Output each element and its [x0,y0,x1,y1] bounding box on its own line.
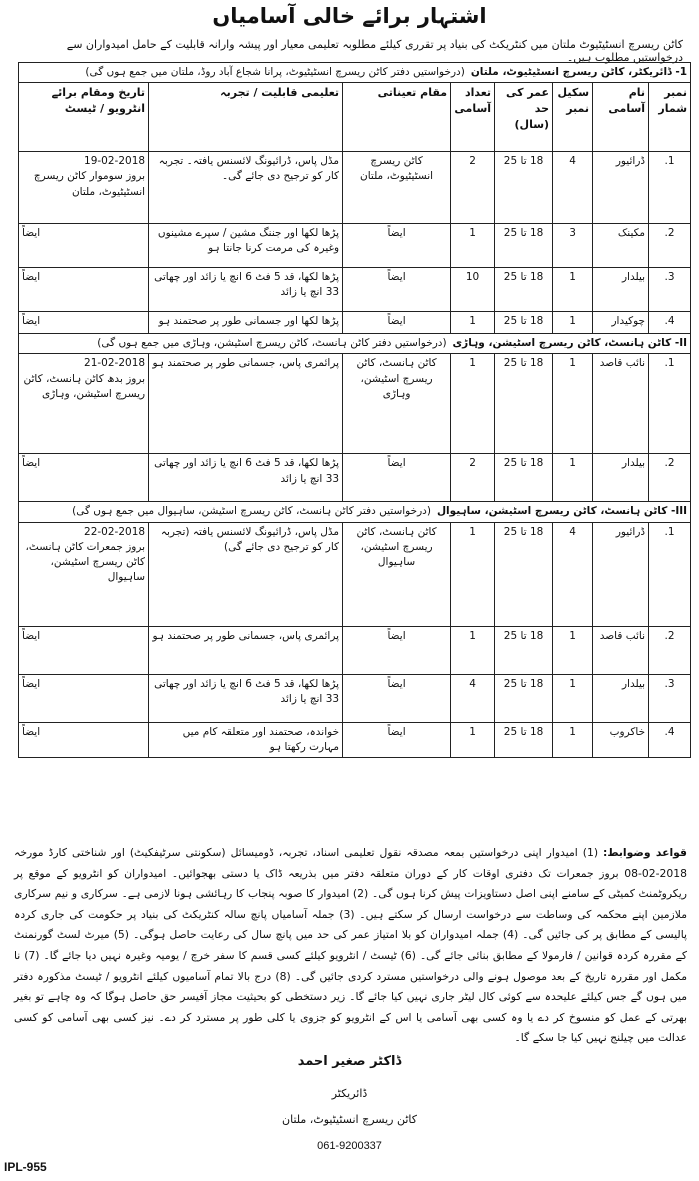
table-row [19,454,691,502]
cell-sr: 4. [649,312,691,334]
cell-date [19,312,149,334]
header-qual: تعلیمی قابلیت / تجربہ [149,83,343,152]
interview-place: ایضاً [22,677,41,690]
cell-sr: 2. [649,626,691,674]
rules-heading: قواعد وضوابط: [603,846,687,859]
interview-date: 19-02-2018 [84,155,146,168]
interview-place: ایضاً [22,457,41,470]
section-note: (درخواستیں دفتر کاٹن ریسرچ انسٹیٹیوٹ، پرانا شجاع آباد روڈ، ملتان میں جمع ہوں گی) [85,66,465,78]
cell-sr: 1. [649,522,691,626]
cell-sr: 4. [649,722,691,757]
cell-qual: پرائمری پاس، جسمانی طور پر صحتمند ہو [149,354,343,454]
cell-count: 10 [451,268,495,312]
signatory-office: کاٹن ریسرچ انسٹیٹیوٹ، ملتان [282,1113,417,1126]
intro-text: کاٹن ریسرچ انسٹیٹیوٹ ملتان میں کنٹریکٹ کی بنیاد پر تقرری کیلئے مطلوبہ تعلیمی معیار اور پیشہ وارانہ قابلیت کے حامل امیدواران سے درخواستیں مطلوب ہیں۔ [66,38,683,64]
cell-post: خاکروب [593,722,649,757]
vacancies-table [18,62,691,758]
header-count: تعداد آسامی [451,83,495,152]
cell-place: ایضاً [343,454,451,502]
cell-place: کاٹن ہانسٹ، کاٹن ریسرچ اسٹیشن، ساہیوال [343,522,451,626]
cell-scale: 1 [553,268,593,312]
table-row [19,354,691,454]
interview-place: بروز جمعرات کاٹن ہانسٹ، کاٹن ریسرچ اسٹیشن، ساہیوال [25,540,146,584]
cell-sr: 3. [649,674,691,722]
section-title: II- کاٹن ہانسٹ، کاٹن ریسرچ اسٹیشن، وہاڑی [452,337,688,350]
interview-place: بروز سوموار کاٹن ریسرچ انسٹیٹیوٹ، ملتان [33,170,146,198]
table-row [19,152,691,224]
cell-age: 18 تا 25 [495,722,553,757]
cell-qual: پڑھا لکھا، قد 5 فٹ 6 انچ یا زائد اور چھاتی 33 انچ یا زائد [149,268,343,312]
cell-count: 1 [451,312,495,334]
cell-post: ڈرائیور [593,152,649,224]
section-row [19,334,691,354]
section-title: III- کاٹن ہانسٹ، کاٹن ریسرچ اسٹیشن، ساہیوال [436,505,688,518]
cell-post: بیلدار [593,268,649,312]
cell-count: 1 [451,354,495,454]
interview-place: بروز بدھ کاٹن ہانسٹ، کاٹن ریسرچ اسٹیشن، وہاڑی [23,372,146,400]
cell-date [19,354,149,454]
section-title: 1- ڈائریکٹر، کاٹن ریسرچ انسٹیٹیوٹ، ملتان [470,66,688,78]
cell-age: 18 تا 25 [495,626,553,674]
header-age: عمر کی حد (سال) [495,83,553,152]
cell-place: ایضاً [343,224,451,268]
cell-place: کاٹن ہانسٹ، کاٹن ریسرچ اسٹیشن، وہاڑی [343,354,451,454]
cell-place: ایضاً [343,626,451,674]
rules-text: (1) امیدوار اپنی درخواستیں بمعہ مصدقہ نقول تعلیمی اسناد، تجربہ، ڈومیسائل (سکونتی سرٹیفکیٹ) اور شناختی کارڈ مورخہ 2018-02-08 بروز جمعرات تک دفتری اوقات کار کے دوران متعلقہ دفتر میں بذریعہ ڈاک یا دستی بھجوائیں۔ امیدواران کو انٹرویو کے موقع پر ریکروٹمنٹ کمیٹی کے سامنے اپنی اصل دستاویزات پیش کرنا ہوں گی۔ (2) امیدوار کا صوبہ پنجاب کا رہائشی ہونا لازمی ہے۔ سرکاری و نیم سرکاری ملازمین اپنے محکمہ کی وساطت سے درخواست ارسال کر سکتے ہیں۔ (3) جملہ آسامیاں پانچ سالہ کنٹریکٹ کی بنیاد پر حکومت کی جاری کردہ پالیسی کے مطابق پر کی جائیں گی۔ (4) جملہ امیدواران کو بلا امتیاز عمر کی حد میں پانچ سال کی رعایت حاصل ہوگی۔ (5) میرٹ لسٹ گورنمنٹ کے مقررہ کردہ قوانین / فارمولا کے مطابق بنائی جائے گی۔ (6) ٹیسٹ / انٹرویو کیلئے کسی قسم کا سفر خرچ / یومیہ وغیرہ نہیں دیا جائے گا۔ (7) نا مکمل اور مقررہ تاریخ کے بعد موصول ہونے والی درخواستیں مسترد کردی جائیں گی۔ (8) درج بالا تمام آسامیوں کیلئے انٹرویو / ٹیسٹ مذکورہ دفتر میں ہوں گے جس کیلئے علیحدہ سے کوئی کال لیٹر جاری نہیں کیا جائے گا۔ زیر دستخطی کو بحیثیت مجاز آفیسر حق حاصل ہوگا کہ وہ چاہے تو بغیر بھرتی کے عمل کو منسوخ کر دے یا وہ کسی بھی آسامی یا اس کے انٹرویو کو جزوی یا کلی طور پر مسترد کر دے۔ نیز کسی بھی آسامی کو کسی عدالت میں چیلنج نہیں کیا جا سکے گا۔ [14,846,687,1045]
cell-date [19,454,149,502]
cell-place: ایضاً [343,674,451,722]
cell-count: 1 [451,722,495,757]
table-row [19,312,691,334]
cell-scale: 1 [553,454,593,502]
interview-place: ایضاً [22,725,41,738]
ipl-code: IPL-955 [4,1160,47,1174]
phone-number: 061-9200337 [317,1140,382,1152]
cell-age: 18 تا 25 [495,674,553,722]
cell-post: بیلدار [593,454,649,502]
page-title: اشتہار برائے خالی آسامیاں [212,4,487,28]
cell-post: ڈرائیور [593,522,649,626]
header-sr: نمبر شمار [649,83,691,152]
interview-date: 21-02-2018 [84,357,146,370]
cell-qual: خواندہ، صحتمند اور متعلقہ کام میں مہارت رکھتا ہو [149,722,343,757]
cell-scale: 4 [553,152,593,224]
cell-count: 2 [451,152,495,224]
cell-count: 1 [451,224,495,268]
cell-age: 18 تا 25 [495,312,553,334]
cell-date [19,224,149,268]
cell-scale: 3 [553,224,593,268]
cell-date [19,522,149,626]
table-header-row [19,83,691,152]
cell-age: 18 تا 25 [495,354,553,454]
cell-qual: پڑھا لکھا، قد 5 فٹ 6 انچ یا زائد اور چھاتی 33 انچ یا زائد [149,454,343,502]
cell-post: چوکیدار [593,312,649,334]
cell-date [19,674,149,722]
cell-qual: پڑھا لکھا اور جننگ مشین / سپرے مشینوں وغیرہ کی مرمت کرنا جانتا ہو [149,224,343,268]
rules-section [14,843,687,1049]
interview-place: ایضاً [22,629,41,642]
interview-date: 22-02-2018 [84,525,146,538]
cell-scale: 1 [553,312,593,334]
cell-count: 1 [451,626,495,674]
section-note: (درخواستیں دفتر کاٹن ہانسٹ، کاٹن ریسرچ اسٹیشن، ساہیوال میں جمع ہوں گی) [72,505,431,518]
cell-count: 4 [451,674,495,722]
cell-qual: پڑھا لکھا، قد 5 فٹ 6 انچ یا زائد اور چھاتی 33 انچ یا زائد [149,674,343,722]
cell-date [19,722,149,757]
table-row [19,224,691,268]
interview-place: ایضاً [22,227,41,240]
cell-count: 1 [451,522,495,626]
cell-place: ایضاً [343,312,451,334]
cell-place: ایضاً [343,722,451,757]
cell-age: 18 تا 25 [495,224,553,268]
cell-date [19,626,149,674]
table-row [19,522,691,626]
cell-qual: پڑھا لکھا اور جسمانی طور پر صحتمند ہو [149,312,343,334]
header-scale: سکیل نمبر [553,83,593,152]
section-note: (درخواستیں دفتر کاٹن ہانسٹ، کاٹن ریسرچ اسٹیشن، وہاڑی میں جمع ہوں گی) [97,337,447,350]
cell-age: 18 تا 25 [495,454,553,502]
cell-post: نائب قاصد [593,626,649,674]
cell-sr: 2. [649,224,691,268]
cell-sr: 1. [649,152,691,224]
section-row [19,63,691,83]
header-post: نام آسامی [593,83,649,152]
signatory-name: ڈاکٹر صغیر احمد [297,1054,402,1069]
cell-post: بیلدار [593,674,649,722]
interview-place: ایضاً [22,315,41,328]
table-row [19,626,691,674]
cell-place: ایضاً [343,268,451,312]
interview-place: ایضاً [22,271,41,284]
cell-count: 2 [451,454,495,502]
cell-post: مکینک [593,224,649,268]
table-row [19,268,691,312]
cell-date [19,152,149,224]
cell-scale: 4 [553,522,593,626]
cell-scale: 1 [553,626,593,674]
cell-age: 18 تا 25 [495,152,553,224]
cell-age: 18 تا 25 [495,522,553,626]
section-row [19,502,691,522]
table-row [19,674,691,722]
cell-scale: 1 [553,674,593,722]
header-place: مقام تعیناتی [343,83,451,152]
cell-scale: 1 [553,354,593,454]
cell-sr: 2. [649,454,691,502]
signatory-designation: ڈائریکٹر [331,1087,368,1100]
cell-date [19,268,149,312]
cell-place: کاٹن ریسرچ انسٹیٹیوٹ، ملتان [343,152,451,224]
header-date: تاریخ ومقام برائے انٹرویو / ٹیسٹ [19,83,149,152]
cell-qual: مڈل پاس، ڈرائیونگ لائسنس یافتہ۔ تجربہ کار کو ترجیح دی جائے گی۔ [149,152,343,224]
cell-sr: 3. [649,268,691,312]
cell-qual: پرائمری پاس، جسمانی طور پر صحتمند ہو [149,626,343,674]
cell-qual: مڈل پاس، ڈرائیونگ لائسنس یافتہ (تجربہ کار کو ترجیح دی جائے گی) [149,522,343,626]
cell-sr: 1. [649,354,691,454]
cell-age: 18 تا 25 [495,268,553,312]
cell-post: نائب قاصد [593,354,649,454]
cell-scale: 1 [553,722,593,757]
table-row [19,722,691,757]
